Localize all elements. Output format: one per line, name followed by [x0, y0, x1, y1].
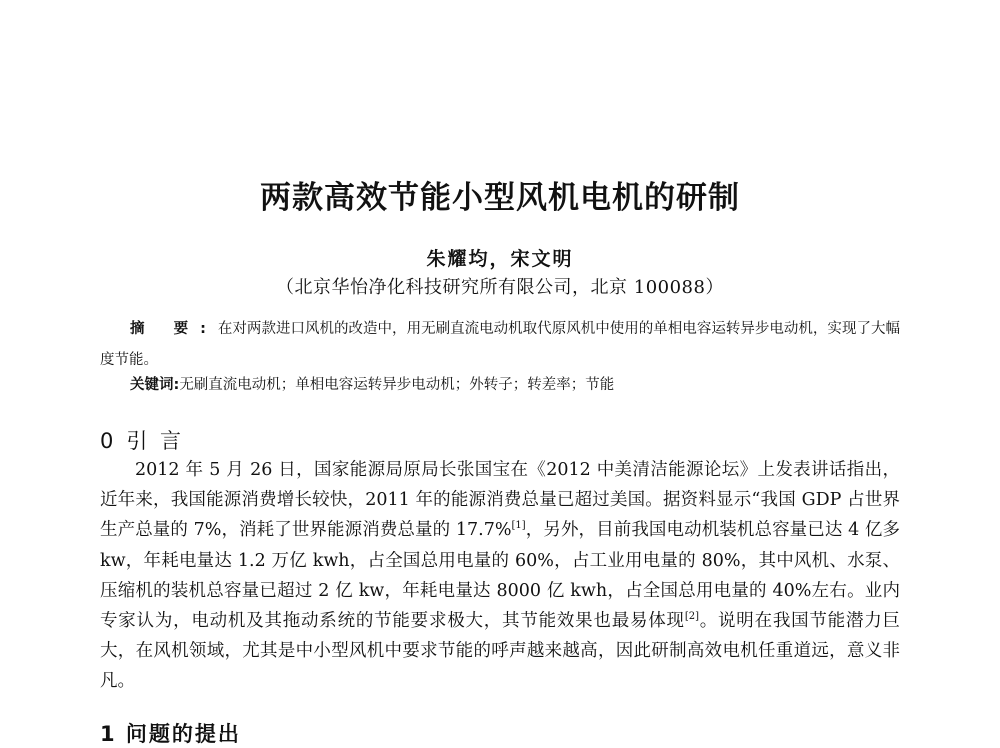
keywords-text: 无刷直流电动机；单相电容运转异步电动机；外转子；转差率；节能 — [179, 377, 615, 393]
section-heading-problem: 1 问题的提出 — [100, 722, 241, 746]
affiliation: （北京华怡净化科技研究所有限公司，北京 100088） — [276, 277, 724, 298]
paper-title: 两款高效节能小型风机电机的研制 — [260, 180, 740, 216]
citation-2[interactable]: [2] — [684, 611, 699, 623]
paragraph-text-1: 2012 年 5 月 26 日，国家能源局原局长张国宝在《2012 中美清洁能源论坛》上发表讲话指出，近年来，我国能源消费增长较快，2011 年的能源消费总量已超过美国。据资料显示“我国 GDP 占世界生产总量的 7%，消耗了世界能源消费总量的 17.7% — [100, 460, 900, 541]
abstract-text: 在对两款进口风机的改造中，用无刷直流电动机取代原风机中使用的单相电容运转异步电动机，实现了大幅度节能。 — [100, 321, 900, 368]
keywords-label: 关键词: — [130, 377, 180, 393]
paragraph-text-3: 。说明在我国节能潜力巨大，在风机领域，尤其是中小型风机中要求节能的呼声越来越高，因此研制高效电机任重道远，意义非凡。 — [100, 611, 901, 692]
section-number: 0 — [100, 429, 117, 453]
introduction-paragraph — [100, 455, 900, 697]
citation-1[interactable]: [1] — [511, 520, 526, 532]
authors: 朱耀均，宋文明 — [426, 248, 574, 270]
section-title: 引 言 — [126, 429, 185, 453]
section-heading-introduction — [100, 425, 184, 455]
abstract-label: 摘 要: — [130, 321, 218, 337]
keywords — [130, 375, 900, 395]
paragraph-text-2: ，另外，目前我国电动机装机总容量已达 4 亿多 kw，年耗电量达 1.2 万亿 kwh，占全国总用电量的 60%，占工业用电量的 80%，其中风机、水泵、压缩机的装机总容量已超过 2 亿 kw，年耗电量达 8000 亿 kwh，占全国总用电量的 40%左右。业内专家认为，电动机及其拖动系统的节能要求极大，其节能效果也最易体现 — [100, 520, 901, 632]
abstract — [100, 314, 900, 376]
